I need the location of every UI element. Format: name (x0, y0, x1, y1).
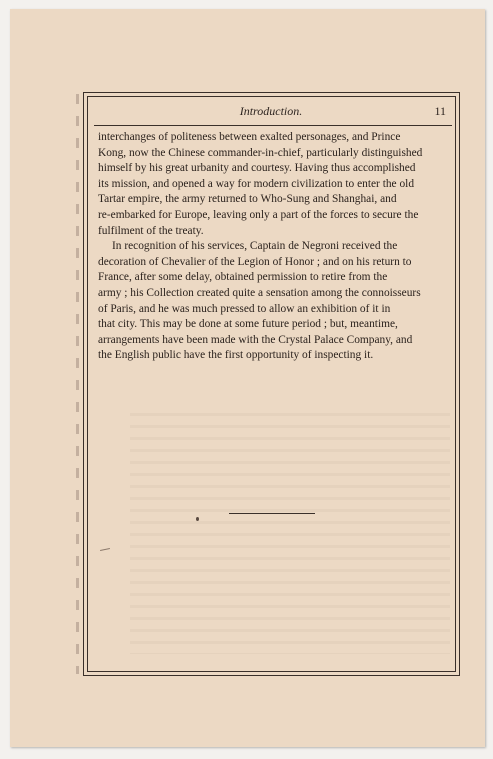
header-rule (94, 125, 452, 126)
paragraph-1: interchanges of politeness between exalted personages, and Prince Kong, now the Chinese commander-in-chief, particularly distinguished himself by his great urbanity and courtesy. Having thus accomplished its mission, and opened a way for modern civilization to enter the old Tartar empire, the army returned to Who-Sung and Shanghai, and re-embarked for Europe, leaving only a part of the forces to secure the fulfilment of the treaty. (98, 131, 423, 237)
paragraph-2: In recognition of his services, Captain de Negroni received the decoration of Chevalier of the Legion of Honor ; and on his return to France, after some delay, obtained permission to retire from the army ; his Collection created quite a sensation among the connoisseurs of Paris, and he was much pressed to allow an exhibition of it in that city. This may be done at some future period ; but, meantime, arrangements have been made with the Crystal Palace Company, and the English public have the first opportunity of inspecting it. (98, 240, 421, 362)
running-header (96, 104, 446, 122)
running-title: Introduction. (239, 104, 303, 118)
ink-spot (196, 517, 199, 521)
binding-shadow (76, 94, 79, 674)
body-text (98, 130, 448, 364)
book-page (10, 9, 485, 747)
page-number: 11 (434, 104, 446, 118)
end-of-section-rule (229, 513, 315, 514)
